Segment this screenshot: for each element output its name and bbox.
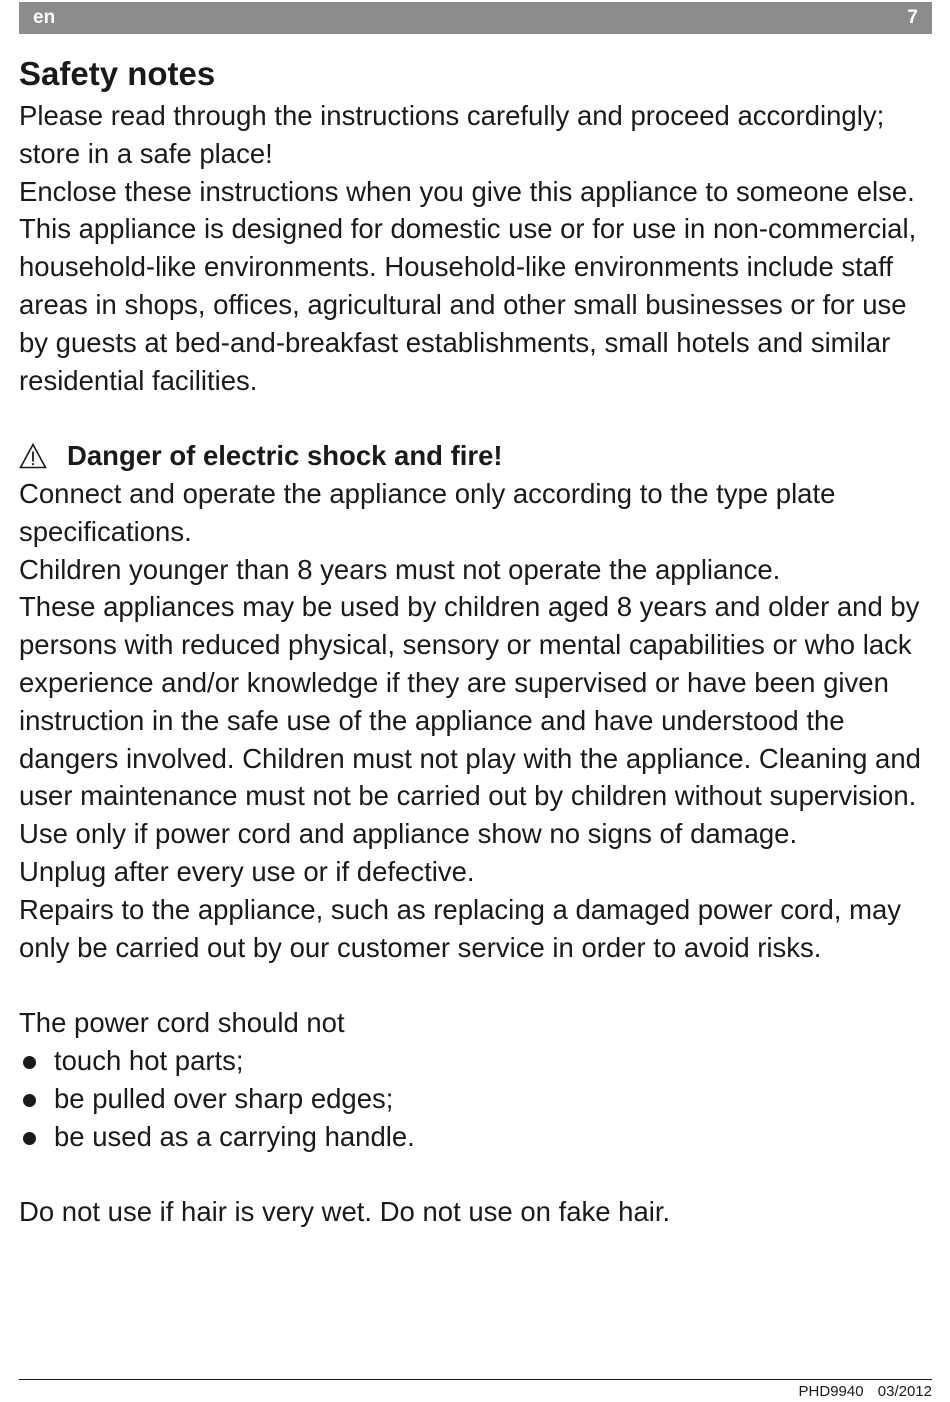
page-header-bar <box>19 2 932 34</box>
page-title: Safety notes <box>19 55 216 92</box>
list-item: be used as a carrying handle. <box>19 1118 939 1156</box>
page-footer <box>799 1383 932 1401</box>
power-cord-list <box>19 1042 939 1155</box>
page-number: 7 <box>907 7 918 28</box>
list-item: be pulled over sharp edges; <box>19 1080 939 1118</box>
warning-paragraph-supervision: These appliances may be used by children aged 8 years and older and by persons with reduced physical, sensory or mental capabilities or who lack experience and/or knowledge if they are supervised or have been given instruction in the safe use of the appliance and have understood the dangers involved. Children must not play with the appliance. Cleaning and user maintenance must not be carried out by children without supervision. <box>19 591 921 812</box>
warning-paragraph-damage: Use only if power cord and appliance show no signs of damage. <box>19 818 798 850</box>
spacer <box>19 399 939 437</box>
intro-paragraph-enclose: Enclose these instructions when you give this appliance to someone else. <box>19 175 915 207</box>
warning-heading-text: Danger of electric shock and fire! <box>67 440 503 472</box>
intro-paragraph-read: Please read through the instructions carefully and proceed accordingly; store in a safe place! <box>19 100 885 169</box>
warning-paragraph-repairs: Repairs to the appliance, such as replacing a damaged power cord, may only be carried out by our customer service in order to avoid risks. <box>19 893 902 963</box>
list-item: touch hot parts; <box>19 1042 939 1080</box>
model-number: PHD9940 <box>798 1383 864 1400</box>
spacer <box>19 1155 939 1193</box>
spacer <box>19 966 939 1004</box>
page-content <box>19 52 939 1231</box>
warning-triangle-icon <box>19 443 47 469</box>
warning-paragraph-children-8: Children younger than 8 years must not operate the appliance. <box>19 553 781 585</box>
document-date: 03/2012 <box>877 1383 932 1400</box>
warning-paragraph-unplug: Unplug after every use or if defective. <box>19 855 475 887</box>
power-cord-intro: The power cord should not <box>19 1007 345 1039</box>
warning-heading <box>19 437 939 475</box>
language-label: en <box>33 7 56 28</box>
warning-paragraph-type-plate: Connect and operate the appliance only according to the type plate specifications. <box>19 477 836 547</box>
intro-paragraph-domestic-use: This appliance is designed for domestic use or for use in non-commercial, household-like environments. Household-like environments include staff areas in shops, offices, agricultural and other small businesses or for use by guests at bed-and-breakfast establishments, small hotels and similar residential facilities. <box>19 213 917 396</box>
final-note: Do not use if hair is very wet. Do not use on fake hair. <box>19 1196 671 1228</box>
footer-divider <box>19 1379 932 1380</box>
